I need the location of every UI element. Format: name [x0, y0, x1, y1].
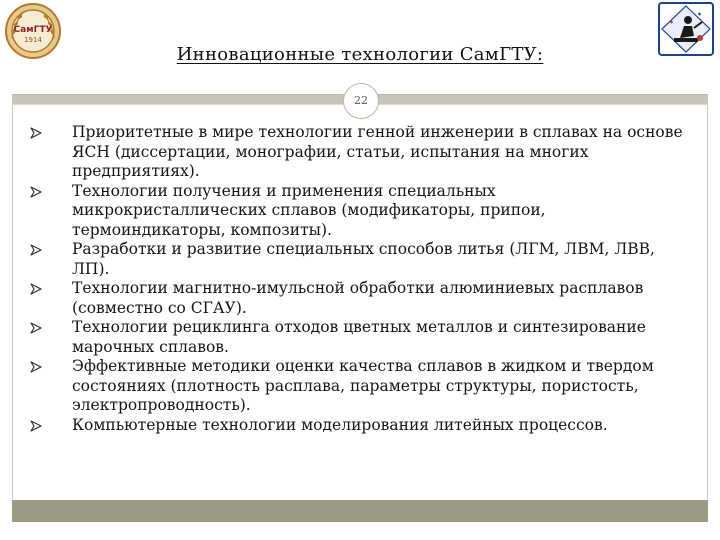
bullet-item — [30, 240, 690, 279]
bullet-text: Приоритетные в мире технологии генной инженерии в сплавах на основе ЯСН (диссертации, монографии, статьи, испытания на многих предприятиях). — [72, 123, 683, 180]
arrow-right-icon — [30, 127, 42, 139]
bullet-item — [30, 123, 690, 182]
slide-title: Инновационные технологии СамГТУ: — [176, 44, 544, 65]
arrow-right-icon — [30, 244, 42, 256]
bullet-text: Технологии магнитно-имульсной обработки алюминиевых расплавов (совместно со СГАУ). — [72, 279, 644, 317]
bullet-text: Технологии рециклинга отходов цветных металлов и синтезирование марочных сплавов. — [72, 318, 646, 356]
bullet-text: Технологии получения и применения специальных микрокристаллических сплавов (модификаторы, припои, термоиндикаторы, композиты). — [72, 181, 546, 239]
bullet-item — [30, 279, 690, 318]
bullet-item — [30, 416, 690, 436]
arrow-right-icon — [30, 186, 42, 198]
arrow-right-icon — [30, 361, 42, 373]
footer-band — [12, 500, 708, 522]
bullet-list — [30, 123, 690, 435]
logo-seal-year: 1914 — [24, 36, 42, 44]
bullet-text: Разработки и развитие специальных способов литья (ЛГМ, ЛВМ, ЛВВ, ЛП). — [72, 240, 655, 278]
frame-left-line — [12, 104, 13, 499]
bullet-item — [30, 318, 690, 357]
page-number-badge: 22 — [343, 83, 379, 119]
bullet-text: Компьютерные технологии моделирования литейных процессов. — [72, 415, 608, 434]
arrow-right-icon — [30, 283, 42, 295]
frame-right-line — [707, 104, 708, 499]
logo-seal-text: СамГТУ — [13, 25, 53, 35]
arrow-right-icon — [30, 322, 42, 334]
bullet-item — [30, 182, 690, 241]
bullet-item — [30, 357, 690, 416]
arrow-right-icon — [30, 420, 42, 432]
bullet-text: Эффективные методики оценки качества сплавов в жидком и твердом состояниях (плотность расплава, параметры структуры, пористость, электропроводность). — [72, 357, 654, 414]
